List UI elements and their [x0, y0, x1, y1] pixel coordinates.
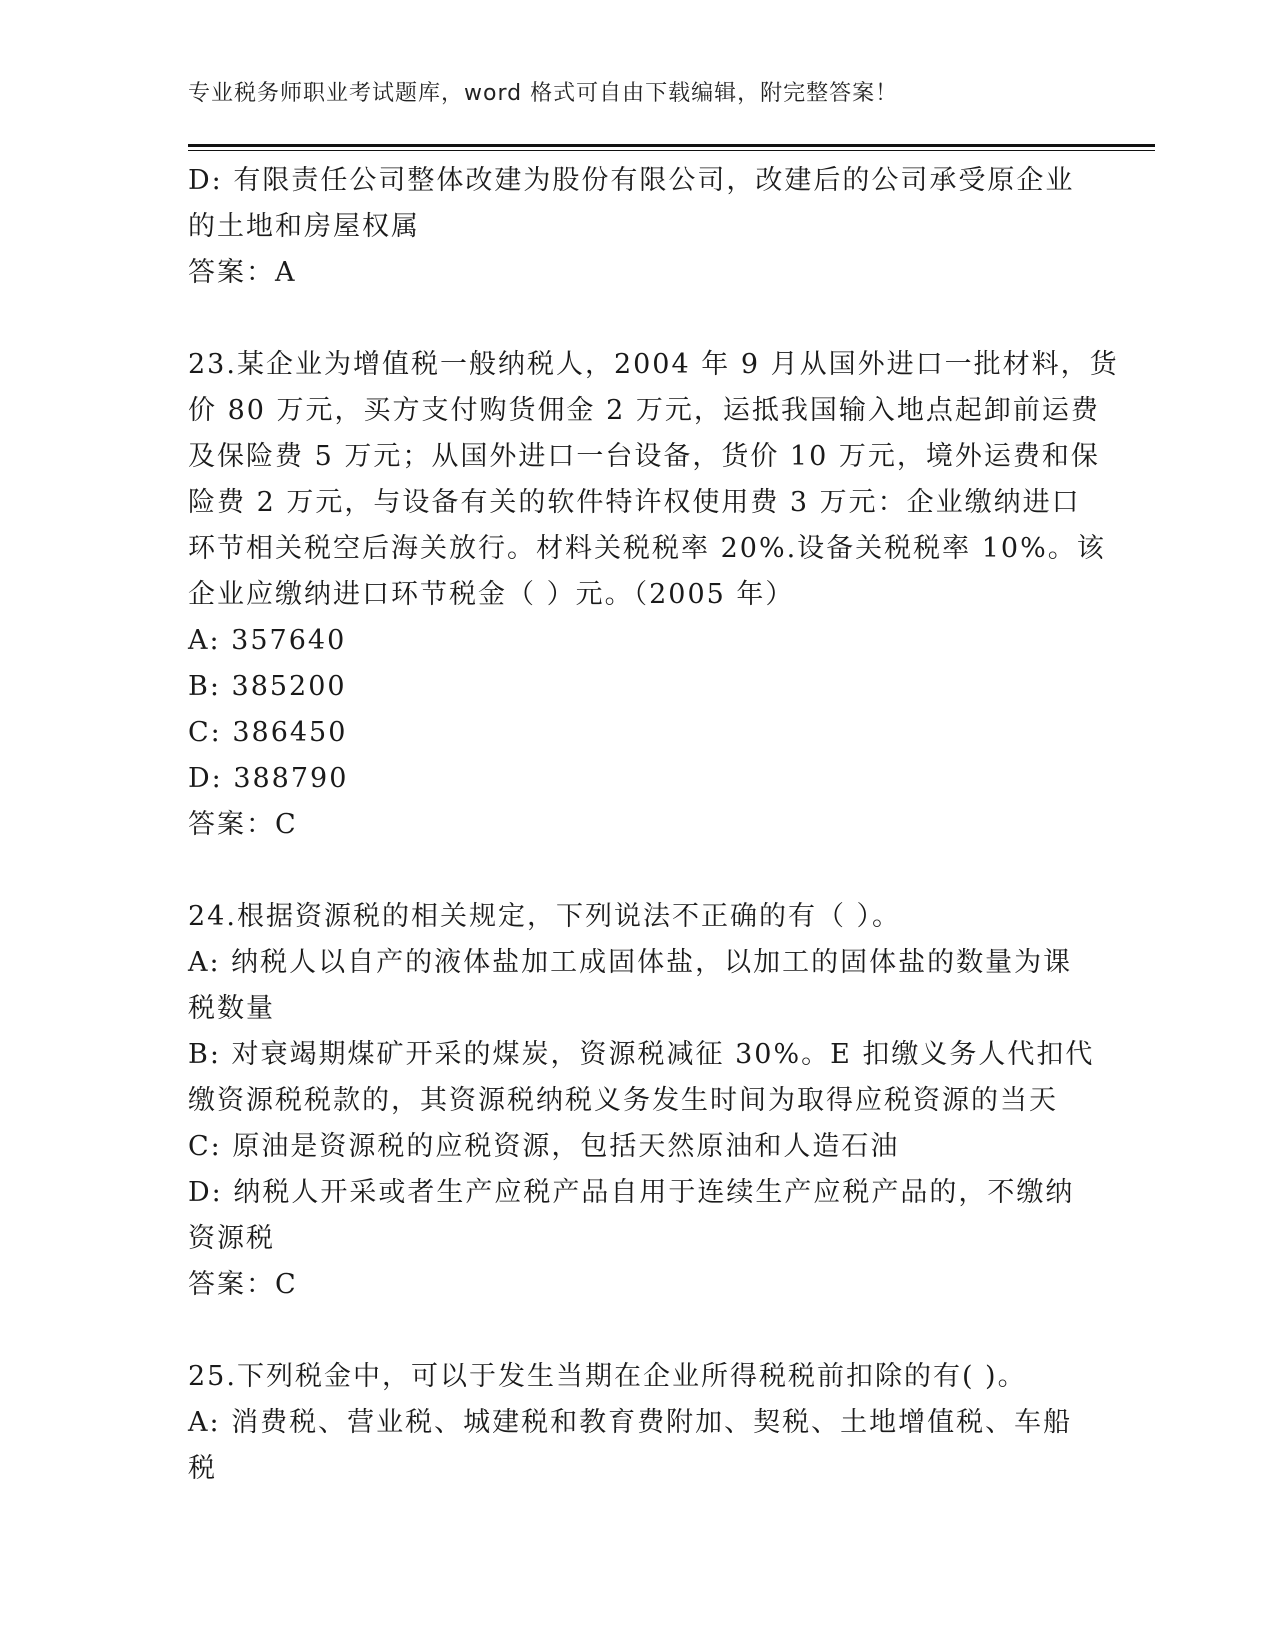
q24-option-a-line2: 税数量 — [188, 993, 275, 1024]
question-25 — [188, 1354, 1088, 1492]
q24-option-b-line1: B: 对衰竭期煤矿开采的煤炭，资源税减征 30%。E 扣缴义务人代扣代 — [188, 1039, 1095, 1070]
q25-stem: 25.下列税金中，可以于发生当期在企业所得税税前扣除的有( )。 — [188, 1361, 1027, 1392]
question-23 — [188, 342, 1119, 848]
q24-stem: 24.根据资源税的相关规定，下列说法不正确的有（ ）。 — [188, 901, 902, 932]
q23-stem-line4: 险费 2 万元，与设备有关的软件特许权使用费 3 万元：企业缴纳进口 — [188, 487, 1081, 518]
spacer — [188, 1308, 1088, 1354]
spacer — [188, 848, 1088, 894]
q23-stem-line2: 价 80 万元，买方支付购货佣金 2 万元，运抵我国输入地点起卸前运费 — [188, 395, 1100, 426]
spacer — [188, 296, 1088, 342]
q22-answer: 答案：A — [188, 257, 297, 288]
header-rule-thick — [188, 144, 1155, 147]
q23-answer: 答案：C — [188, 809, 298, 840]
q23-option-b: B: 385200 — [188, 671, 347, 702]
q24-option-d-line1: D: 纳税人开采或者生产应税产品自用于连续生产应税产品的，不缴纳 — [188, 1177, 1075, 1208]
q23-option-c: C: 386450 — [188, 717, 348, 748]
q22-option-d-line2: 的土地和房屋权属 — [188, 211, 420, 242]
header-rule-thin — [188, 150, 1155, 151]
q24-answer: 答案：C — [188, 1269, 298, 1300]
q24-option-d-line2: 资源税 — [188, 1223, 275, 1254]
q23-stem-line1: 23.某企业为增值税一般纳税人，2004 年 9 月从国外进口一批材料，货 — [188, 349, 1119, 380]
q24-option-c: C: 原油是资源税的应税资源，包括天然原油和人造石油 — [188, 1131, 900, 1162]
page-header: 专业税务师职业考试题库，word 格式可自由下载编辑，附完整答案！ — [188, 81, 899, 106]
q23-stem-line3: 及保险费 5 万元；从国外进口一台设备，货价 10 万元，境外运费和保 — [188, 441, 1100, 472]
q23-stem-line5: 环节相关税空后海关放行。材料关税税率 20%.设备关税税率 10%。该 — [188, 533, 1106, 564]
q25-option-a-line2: 税 — [188, 1453, 217, 1484]
q25-option-a-line1: A: 消费税、营业税、城建税和教育费附加、契税、土地增值税、车船 — [188, 1407, 1073, 1438]
q23-option-d: D: 388790 — [188, 763, 349, 794]
q22-option-d-line1: D: 有限责任公司整体改建为股份有限公司，改建后的公司承受原企业 — [188, 165, 1075, 196]
question-content — [188, 158, 1119, 1492]
q24-option-b-line2: 缴资源税税款的，其资源税纳税义务发生时间为取得应税资源的当天 — [188, 1085, 1058, 1116]
question-22 — [188, 158, 1088, 296]
q23-option-a: A: 357640 — [188, 625, 347, 656]
q24-option-a-line1: A: 纳税人以自产的液体盐加工成固体盐，以加工的固体盐的数量为课 — [188, 947, 1073, 978]
question-24 — [188, 894, 1095, 1308]
q23-stem-line6: 企业应缴纳进口环节税金（ ）元。（2005 年） — [188, 579, 795, 610]
